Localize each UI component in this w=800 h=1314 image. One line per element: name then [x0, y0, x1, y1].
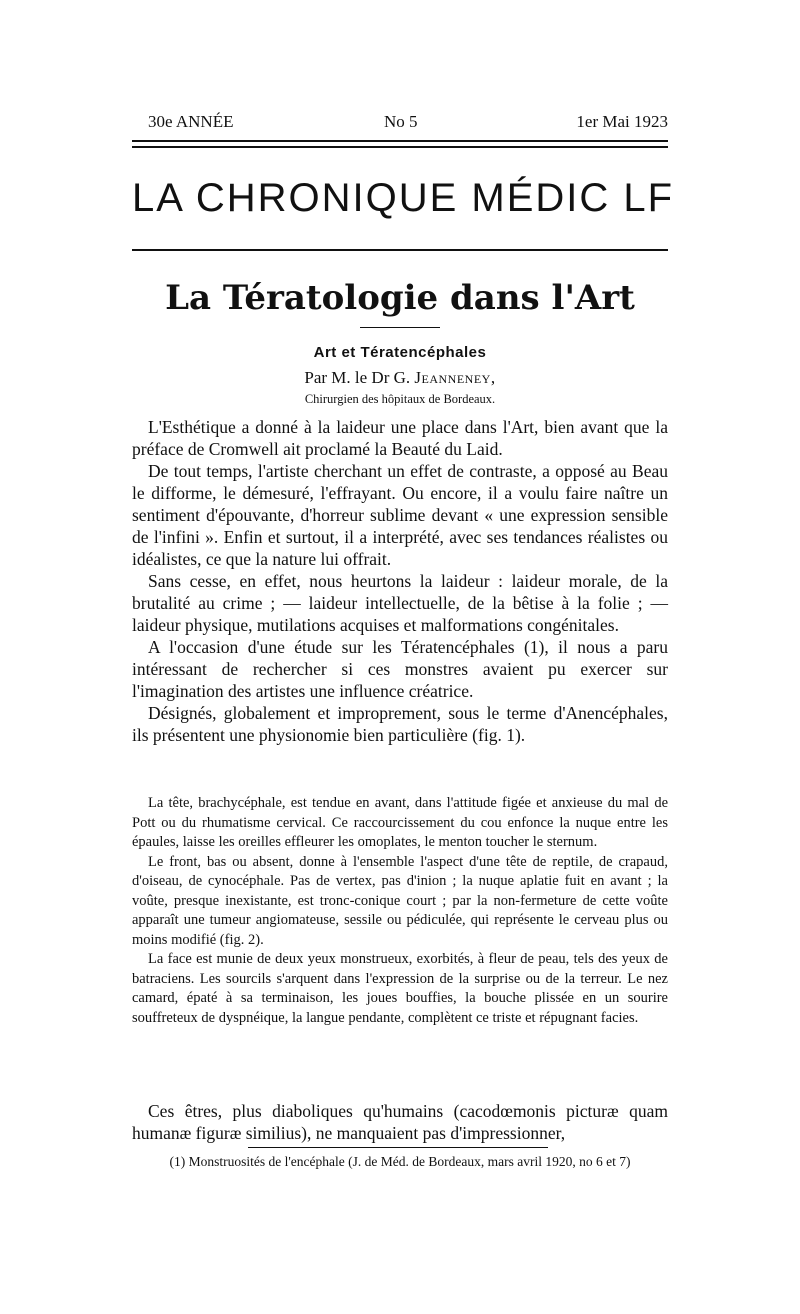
paragraph: Sans cesse, en effet, nous heurtons la laideur : laideur morale, de la brutalité au crime ; — laideur intellectuelle, de la bêtise à la folie ; — laideur physique, mutilations acquises et malformations congénitales. — [132, 571, 668, 635]
paragraph: Ces êtres, plus diaboliques qu'humains (cacodœmonis picturæ quam humanæ figuræ similius), ne manquaient pas d'impressionner, — [132, 1101, 668, 1143]
header-year: 30e ANNÉE — [148, 112, 234, 131]
footnote: (1) Monstruosités de l'encéphale (J. de Méd. de Bordeaux, mars avril 1920, no 6 et 7) — [169, 1154, 631, 1169]
journal-masthead: LA CHRONIQUE MÉDIC LF — [132, 176, 675, 220]
title-rule — [360, 327, 440, 328]
header-date: 1er Mai 1923 — [576, 112, 668, 131]
footnote-rule — [248, 1147, 548, 1148]
masthead-rule — [132, 249, 668, 251]
paragraph: La face est munie de deux yeux monstrueux, exorbités, à fleur de peau, tels des yeux de batraciens. Les sourcils s'arquent dans l'expression de la surprise ou de la terreur. Le nez camard, épaté à sa terminaison, les joues bouffies, la bouche plissée en un sourire souffreteux de dyspnéique, la langue pendante, complètent ce triste et répugnant facies. — [132, 951, 668, 1026]
header-issue-number: No 5 — [384, 112, 418, 131]
article-byline — [132, 368, 668, 388]
description-text — [132, 794, 668, 1028]
paragraph: L'Esthétique a donné à la laideur une place dans l'Art, bien avant que la préface de Cromwell ait proclamé la Beauté du Laid. — [132, 417, 668, 459]
paragraph: La tête, brachycéphale, est tendue en avant, dans l'attitude figée et anxieuse du mal de Pott ou du rhumatisme cervical. Ce raccourcissement du cou enfonce la nuque entre les épaules, laisse les oreilles effleurer les omoplates, le menton toucher le sternum. — [132, 795, 668, 850]
paragraph: Le front, bas ou absent, donne à l'ensemble l'aspect d'une tête de reptile, de crapaud, d'oiseau, de cynocéphale. Pas de vertex, pas d'inion ; la nuque aplatie fuit en avant ; la voûte, presque inexistante, est tronc-conique court ; par la non-fermeture de cette voûte apparaît une tumeur angiomateuse, sessile ou pédiculée, qui représente le cerveau plus ou moins modifié (fig. 2). — [132, 853, 668, 948]
paragraph: De tout temps, l'artiste cherchant un effet de contraste, a opposé au Beau le difforme, le démesuré, l'effrayant. Ou encore, il a voulu faire naître un sentiment d'épouvante, d'horreur sublime devant « une expression sensible de l'infini ». Enfin et surtout, il a interprété, avec ses tendances réalistes ou idéalistes, ce que la nature lui offrait. — [132, 461, 668, 569]
paragraph: Désignés, globalement et improprement, sous le terme d'Anencéphales, ils présentent une physionomie bien particulière (fig. 1). — [132, 703, 668, 745]
header-rule-top — [132, 140, 668, 142]
article-subtitle: Art et Tératencéphales — [313, 344, 487, 361]
intro-text — [132, 416, 668, 746]
article-title: La Tératologie dans l'Art — [165, 278, 635, 318]
byline-prefix: Par M. le Dr G. — [304, 368, 411, 387]
header-rule-bottom — [132, 146, 668, 148]
running-header — [132, 106, 668, 134]
author-affiliation: Chirurgien des hôpitaux de Bordeaux. — [304, 392, 496, 406]
paragraph: A l'occasion d'une étude sur les Tératencéphales (1), il nous a paru intéressant de rechercher si ces monstres avaient pu exercer sur l'imagination des artistes une influence créatrice. — [132, 637, 668, 701]
closing-text — [132, 1100, 668, 1144]
byline-author: Jeanneney, — [414, 368, 496, 387]
